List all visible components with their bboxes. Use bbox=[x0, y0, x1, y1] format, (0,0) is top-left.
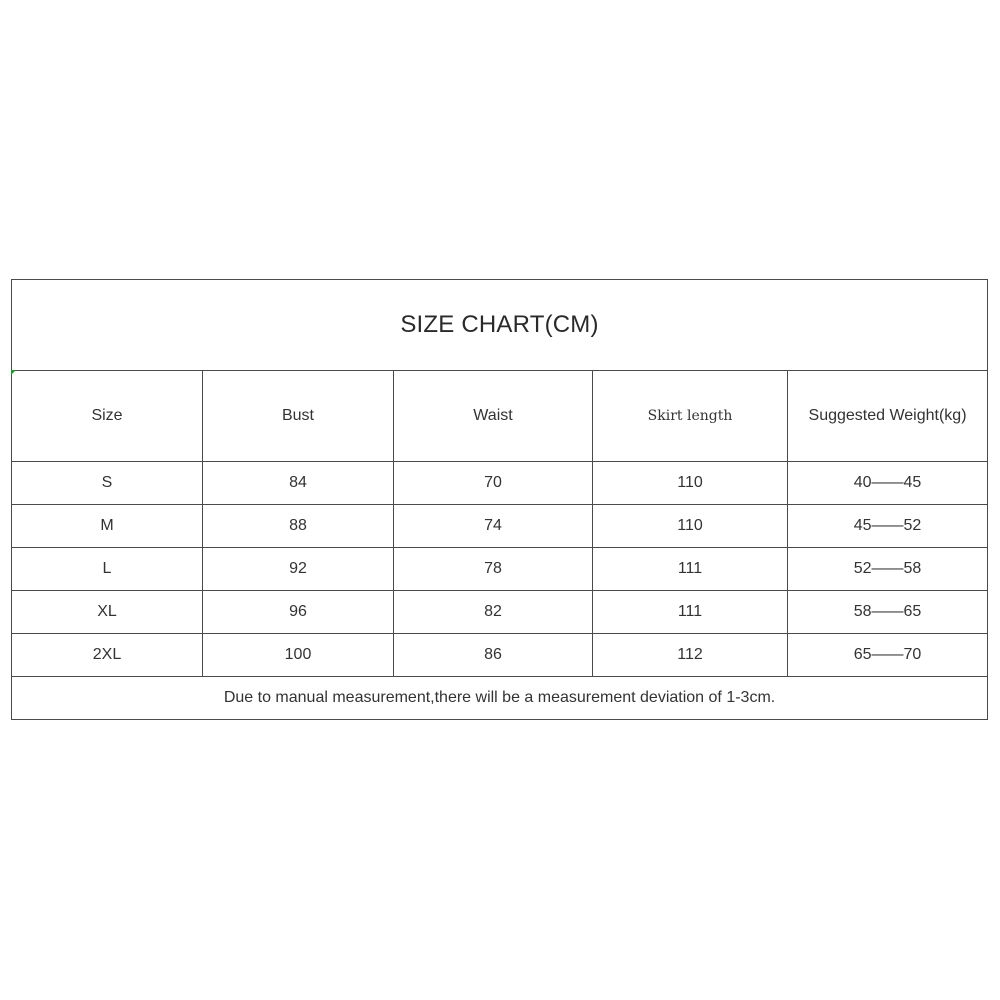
cell-bust: 96 bbox=[203, 591, 394, 634]
cell-size: L bbox=[12, 548, 203, 591]
table-row bbox=[12, 634, 988, 677]
column-header-skirt-length: Skirt length bbox=[593, 371, 788, 462]
cell-size: XL bbox=[12, 591, 203, 634]
cell-suggested-weight: 58——65 bbox=[788, 591, 988, 634]
cell-size: S bbox=[12, 462, 203, 505]
table-row bbox=[12, 548, 988, 591]
table-row bbox=[12, 462, 988, 505]
chart-title: SIZE CHART(CM) bbox=[12, 280, 988, 371]
header-row bbox=[12, 371, 988, 462]
cell-skirt-length: 111 bbox=[593, 548, 788, 591]
column-header-waist: Waist bbox=[394, 371, 593, 462]
cell-skirt-length: 112 bbox=[593, 634, 788, 677]
size-chart-table bbox=[11, 279, 988, 720]
cell-skirt-length: 110 bbox=[593, 505, 788, 548]
note-row bbox=[12, 677, 988, 720]
cell-size: 2XL bbox=[12, 634, 203, 677]
cell-suggested-weight: 45——52 bbox=[788, 505, 988, 548]
cell-waist: 86 bbox=[394, 634, 593, 677]
cell-bust: 92 bbox=[203, 548, 394, 591]
column-header-size: Size bbox=[12, 371, 203, 462]
cell-suggested-weight: 40——45 bbox=[788, 462, 988, 505]
table-row bbox=[12, 505, 988, 548]
column-header-suggested-weight: Suggested Weight(kg) bbox=[788, 371, 988, 462]
cell-bust: 88 bbox=[203, 505, 394, 548]
cell-suggested-weight: 52——58 bbox=[788, 548, 988, 591]
cell-bust: 84 bbox=[203, 462, 394, 505]
cell-suggested-weight: 65——70 bbox=[788, 634, 988, 677]
cell-bust: 100 bbox=[203, 634, 394, 677]
cell-waist: 78 bbox=[394, 548, 593, 591]
cell-waist: 74 bbox=[394, 505, 593, 548]
table-row bbox=[12, 591, 988, 634]
cell-size: M bbox=[12, 505, 203, 548]
measurement-note: Due to manual measurement,there will be a measurement deviation of 1-3cm. bbox=[12, 677, 988, 720]
cell-corner-marker bbox=[11, 370, 16, 375]
column-header-bust: Bust bbox=[203, 371, 394, 462]
cell-skirt-length: 110 bbox=[593, 462, 788, 505]
cell-waist: 82 bbox=[394, 591, 593, 634]
cell-skirt-length: 111 bbox=[593, 591, 788, 634]
cell-waist: 70 bbox=[394, 462, 593, 505]
title-row bbox=[12, 280, 988, 371]
